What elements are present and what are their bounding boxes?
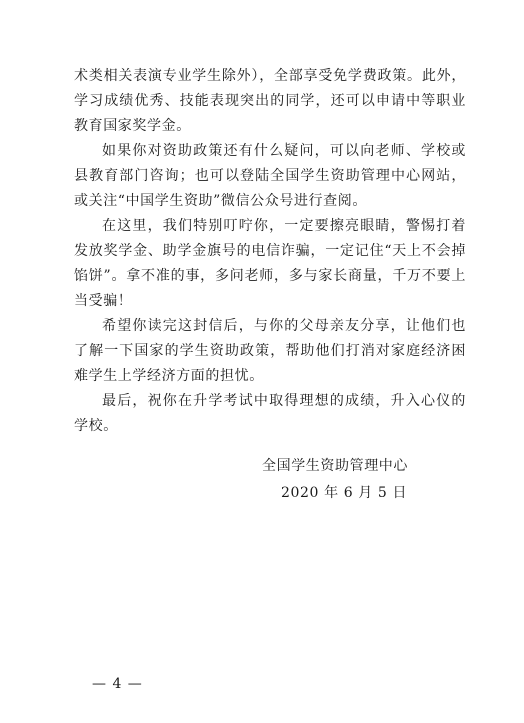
- paragraph-fraud-warning: 在这里，我们特别叮咛你，一定要擦亮眼睛，警惕打着发放奖学金、助学金旗号的电信诈骗，一定记住“天上不会掉馅饼”。拿不准的事，多问老师，多与家长商量，千万不要上当受骗！: [74, 218, 466, 309]
- page-number: — 4 —: [92, 676, 143, 692]
- letter-body: [74, 64, 466, 439]
- paragraph-continuation: 术类相关表演专业学生除外），全部享受免学费政策。此外，学习成绩优秀、技能表现突出的同学，还可以申请中等职业教育国家奖学金。: [74, 68, 466, 134]
- signature-date: 2020 年 6 月 5 日: [281, 485, 408, 501]
- paragraph-share: 希望你读完这封信后，与你的父母亲友分享，让他们也了解一下国家的学生资助政策，帮助他们打消对家庭经济困难学生上学经济方面的担忧。: [74, 318, 466, 384]
- paragraph-inquiry: 如果你对资助政策还有什么疑问，可以向老师、学校或县教育部门咨询；也可以登陆全国学生资助管理中心网站，或关注“中国学生资助”微信公众号进行查阅。: [74, 143, 466, 209]
- signature-organization: 全国学生资助管理中心: [262, 458, 408, 474]
- paragraph-closing-wish: 最后，祝你在升学考试中取得理想的成绩，升入心仪的学校。: [74, 393, 466, 434]
